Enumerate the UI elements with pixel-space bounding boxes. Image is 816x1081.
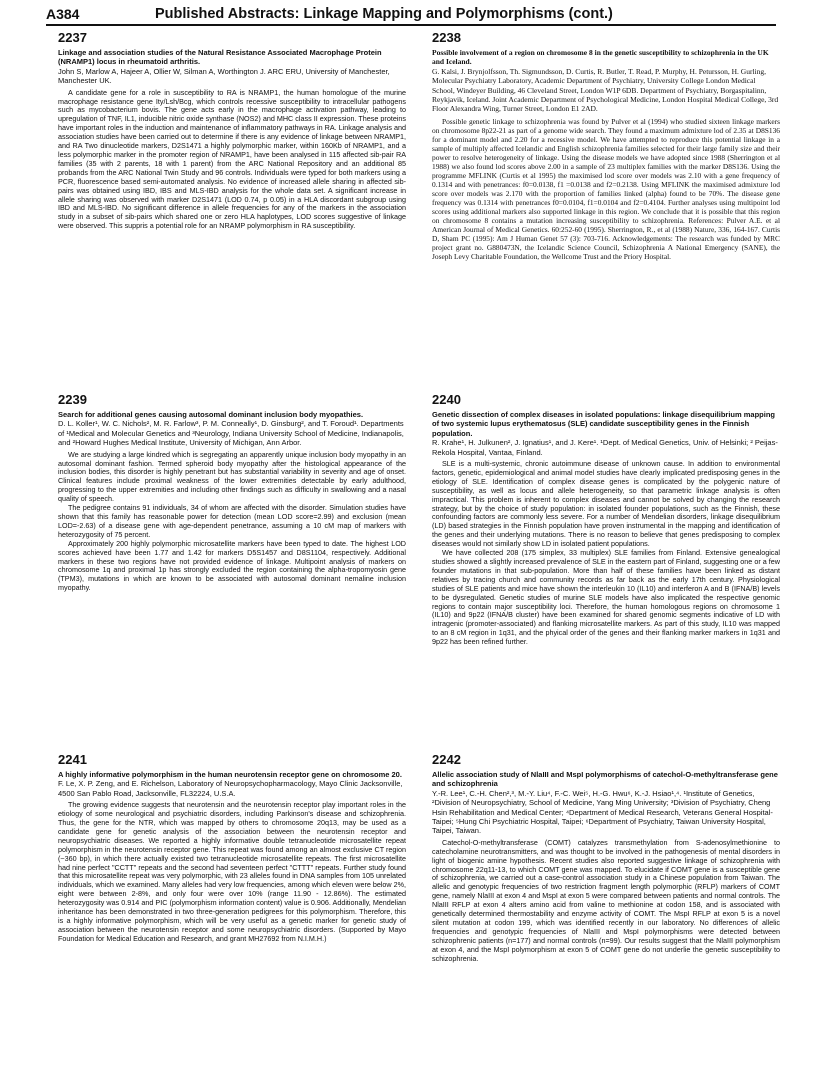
abstract-body	[58, 801, 406, 944]
abstract-number: 2237	[58, 30, 87, 45]
abstract-number: 2239	[58, 392, 87, 407]
abstract-paragraph: SLE is a multi-systemic, chronic autoimmune disease of unknown cause. In addition to environmental factors, genetic, epidemiological and animal model studies have clearly implicated predisposing genes in the etiology of SLE. Identification of complex disease genes is complicated by the polygenic nature of susceptibility, as well as locus and allele heterogeneity, so that parametric linkage analysis is often impractical. This problem is inherent to complex diseases and cannot be solved by changing the research strategy, but by the choice of study population: in isolated founder populations, such as the Finnish, these confounding factors are commonly less severe. For a number of Mendelian disorders, linkage disequilibrium (LD) based strategies in the Finnish population have proven instrumental in the mapping and identification of the genes and their underlying mutations. There is no reason to believe that genes predisposing to complex diseases would not similarly show LD in isolated patient populations.	[432, 459, 780, 549]
abstract-title: Possible involvement of a region on chromosome 8 in the genetic susceptibility to schizophrenia in the UK and Iceland.	[432, 48, 769, 67]
header-rule	[46, 24, 776, 26]
abstract-title: Genetic dissection of complex diseases in isolated populations: linkage disequilibrium mapping of two systemic lupus erythematosus (SLE) candidate susceptibility genes in the Finnish population.	[432, 410, 775, 438]
abstract-body	[58, 89, 406, 232]
abstract-body	[58, 451, 406, 594]
abstract-title: Search for additional genes causing autosomal dominant inclusion body myopathies.	[58, 410, 364, 419]
abstract-paragraph: Possible genetic linkage to schizophrenia was found by Pulver et al (1994) who studied sixteen linkage markers on chromosome 8p22-21 as part of a genome wide search. They found a maximum admixture lod of 2.35 at D8S136 for a dominant model and 2.20 for a recessive model. We have attempted to reproduce this potential linkage in a sample of multiply affected Icelandic and English schizophrenia families selected for their large family size and their power to resolve heterogeneity of linkage. Using the disease models we have adopted since 1988 (Sherrington et al 1988) we also found lod scores above 2.00 in a sample of 23 multiplex families with the marker D8S136. Using the programme MFLINK (Curtis et al 1995) the maximised lod score over models was 2.10 with a gene frequency of 0.1314 and with penetrances: f0=0.0138, f1 =0.0138 and f2=0.2138. Using MFLINK the maximised admixture lod score over models was 2.170 with the proportion of families linked (alpha) found to be 70%. The disease gene frequency was 0.1314 with penetrances f0=0.0104, f1=0.0104 and f2=0.4104. Further analyses using multipoint lod scores using additional markers also supported linkage in this region. We conclude that it is possible that this region on chromosome 8 contains a mutation increasing susceptibility to schizophrenia. References: Pulver A.E. et al American Journal of Medical Genetics. 60:252-60 (1995). Sherrington, R., et al (1988) Nature, 336, 164-167. Curtis D, Sham PC (1995): Am J Human Genet 57 (3): 703-716. Acknowledgements: The research was funded by MRC project grant no. G880473N, the Icelandic Science Council, Schizophrenia A National Emergency (SANE), the Joseph Levy Charitable Foundation, the Wellcome Trust and the Priory Hospital.	[432, 116, 780, 261]
abstract-title: Linkage and association studies of the Natural Resistance Associated Macrophage Protein (NRAMP1) locus in rheumatoid arthritis.	[58, 48, 382, 67]
abstract-body	[432, 460, 780, 647]
abstract-paragraph: The pedigree contains 91 individuals, 34 of whom are affected with the disorder. Simulation studies have shown that this family has reasonable power for detection (mean LOD score=2.99) and exclusion (mean LOD=-2.63) of a disease gene with age-dependent penetrance, assuming a 10 cM map of markers with heterozygosity of 75 percent.	[58, 503, 406, 539]
abstract-paragraph: The growing evidence suggests that neurotensin and the neurotensin receptor play important roles in the etiology of some neurological and psychiatric disorders, including Parkinson's disease and schizophrenia. Thus, the gene for the NTR, which was mapped by others to chromosome 20q13, may be used as a candidate gene for genetic analysis of the association between the neurotensin receptor and neuropsychiatric diseases. We reported a highly informative double tetranucleotide microsatellite repeat polymorphism in the neurotensin receptor gene. This repeat was found among an almost exclusive CT region (~360 bp), in which there actually existed two tetranucleotide microsatellite repeats. The first microsatellite had nine perfect "CCTT" repeats and the second had seventeen perfect "CTTT" repeats. Further study found that this microsatellite repeat was very polymorphic, with 23 alleles found in DNA samples from 105 unrelated individuals, which we examined. Many alleles had very low frequencies, among which eleven were below 2%, eight were between 2-8%, and only four were over 10% (range 11.90 - 12.86%). The estimated heterozygosity was 0.914 and PIC (polymorphism information content) value is 0.906. Additionally, Mendelian inheritance has been demonstrated in two three-generation pedigrees for this polymorphism. Therefore, this is a highly informative polymorphism, which will be very useful as a genetic marker for genetic study of association between the neurotensin receptor and some neuropsychiatric disorders. (Supported by Mayo Foundation for Medical Education and Research, and grant MH27692 from N.I.M.H.)	[58, 800, 406, 943]
abstract-authors: John S, Marlow A, Hajeer A, Ollier W, Silman A, Worthington J. ARC ERU, University of Manchester, Manchester UK.	[58, 66, 390, 86]
abstract-2238	[432, 30, 780, 390]
abstract-2237	[58, 30, 406, 330]
abstract-number: 2238	[432, 30, 461, 45]
abstract-authors: R. Krahe¹, H. Julkunen², J. Ignatius¹, and J. Kere¹. ¹Dept. of Medical Genetics, Univ. of Helsinki; ² Peijas-Rekola Hospital, Vantaa, Finland.	[432, 438, 778, 457]
page-title: Published Abstracts: Linkage Mapping and Polymorphisms (cont.)	[155, 6, 613, 22]
page-number: A384	[46, 6, 80, 22]
abstract-paragraph: Catechol-O-methyltransferase (COMT) catalyzes transmethylation from S-adenosylmethionine to catecholamine neurotransmitters, and was thought to be involved in the pathogenesis of mental disorders in light of biogenic amine hypothesis. Recent studies also reported suggestive linkage of schizophrenia with chromosome 22q11-13, to which COMT gene was mapped. To elucidate if COMT gene is a susceptible gene of schizophrenia, we carried out a case-control association study in a Chinese population from Taiwan. The allelic and genotypic frequencies of two restriction fragment length polymorphic (RFLP) markers of COMT gene, namely NlaIII at exon 4 and MspI at exon 5 were compared between patients and normal controls. The NlaIII RFLP at exon 4 alters amino acid from valine to methionine at codon 158, and is associated with genetically determined thermostability and enzyme activity of COMT. The MspI RFLP at exon 5 is a novel silent mutation at codon 199, which was identified recently in our laboratory. No differences of allelic frequencies and genotypic frequencies of NlaIII and MspI polymorphisms were detected between schizophrenic patients (n=177) and normal controls (n=99). Our results suggest that the NlaIII polymorphism at exon 4, and the MspI polymorphism at exon 5 of COMT gene do not underlie the genetic susceptibility to schizophrenia.	[432, 837, 780, 963]
abstract-authors: D. L. Koller¹, W. C. Nichols², M. R. Farlow³, P. M. Conneally¹, D. Ginsburg², and T. Foroud¹. Departments of ¹Medical and Molecular Genetics and ³Neurology, Indiana University School of Medicine, Indianapolis, and ²Howard Hughes Medical Institute, University of Michigan, Ann Arbor.	[58, 419, 404, 448]
abstract-paragraph: We have collected 208 (175 simplex, 33 multiplex) SLE families from Finland. Extensive genealogical studies showed a slightly increased prevalence of SLE in the eastern part of Finland, suggesting one or a few founder mutations in that sub-population. More than half of these families have been linked as distant relatives by tracing church and community records as far back as the early 17th century. Physiological studies of SLE patients and mice have shown the interleukin 10 (IL10) and interferon A and B (IFNA/B) levels to be dysregulated. Genetic studies of murine SLE models have also implicated the respective genomic regions to contain major susceptibility loci. Therefore, the human homologous regions on chromosome 1 (IL10) and 9p22 (IFNA/B cluster) have been examined for shared genomic segments indicative of LD with intragenic (promoter-associated) and flanking microsatellite markers. As part of this study, IL10 was mapped to an 8 cM region in 1q31, and the phyical order of the genes and their flanking marker markers in 1q31 and 9p22 has been refined further.	[432, 548, 780, 647]
page-header	[46, 6, 776, 26]
abstract-paragraph: Approximately 200 highly polymorphic microsatellite markers have been typed to date. The highest LOD scores achieved have been 1.77 and 1.42 for markers D5S1457 and D8S1104, respectively. Additional markers in these two regions have not provided evidence of linkage. Multipoint analysis of markers on chromosome 1q and proximal 1p has strongly excluded the region containing the alpha-tropomyosin gene (TPM3), mutations in which are known to be associated with autosomal dominant nemaline inclusion myopathy.	[58, 538, 406, 593]
abstract-body	[432, 839, 780, 964]
abstract-title: Allelic association study of NlaIII and MspI polymorphisms of catechol-O-methyltransferase gene and schizophrenia	[432, 770, 778, 789]
abstract-2242	[432, 752, 780, 1068]
abstract-number: 2240	[432, 392, 461, 407]
abstract-authors: G. Kalsi, J. Brynjolfsson, Th. Sigmundsson, D. Curtis, R. Butler, T. Read, P. Murphy, H. Petursson, H. Gurling, Molecular Psychiatry Laboratory, Academic Department of Psychiatry, University College London Medical School, Windeyer Building, 46 Cleveland Street, London W1P 6DB. Department of Psychiatry, Borgaspitalinn, Reykjavik, Iceland. Joint Academic Department of Psychological Medicine, London Hospital Medical College, 3rd Floor Alexandra Wing, Turner Street, London E1 2AD.	[432, 66, 779, 114]
abstract-authors: Y.-R. Lee¹, C.-H. Chen²,³, M.-Y. Liu⁴, F.-C. Wei⁵, H.-G. Hwu⁶, K.-J. Hsiao¹,⁴. ¹Institute of Genetics, ²Division of Neuropsychiatry, School of Medicine, Yang Ming University; ³Division of Psychiatry, Cheng Hsin Rehabilitation and Medical Center; ⁴Department of Medical Research, Veterans General Hospital-Taipei; ⁵Hung Chi Psychiatric Hospital, Taipei; ⁶Department of Psychiatry, Taiwan University Hospital, Taipei, Taiwan.	[432, 788, 773, 836]
abstract-authors: F. Le, X. P. Zeng, and E. Richelson, Laboratory of Neuropsychopharmacology, Mayo Clinic Jacksonville, 4500 San Pablo Road, Jacksonville, FL32224, U.S.A.	[58, 779, 403, 798]
abstract-title: A highly informative polymorphism in the human neurotensin receptor gene on chromosome 20.	[58, 770, 402, 779]
abstract-2239	[58, 392, 406, 632]
abstract-number: 2242	[432, 752, 461, 767]
abstract-2240	[432, 392, 780, 732]
abstract-body	[432, 117, 780, 261]
abstract-paragraph: A candidate gene for a role in susceptibility to RA is NRAMP1, the human homologue of the murine macrophage resistance gene Ity/Lsh/Bcg, which controls recessive susceptibility to intracellular pathogens such as mycobacterium bovis. The gene acts early in the macrophage activation pathway, leading to upregulation of TNF, IL1, inducible nitric oxide synthase (NOS2) and MHC class II expression. These proteins have important roles in the induction and maintenance of inflammatory pathways in RA. Linkage analysis and association studies have been carried out to determine if there is any evidence of linkage between NRAMP1, and RA Two dinucleotide markers, D2S1471 a highly polymorphic marker, within 160Kb of NRAMP1, and a less polymorphic marker in the promoter region of NRAMP1, have been analysed in 115 affected sib-pair RA families (35 with 2 parents, 18 with 1 parent) from the ARC National Repository and an additional 85 probands from the ARC National Twin Study and 96 controls. Individuals were typed for both markers using a PCR, fluorescence based semi-automated analysis. No evidence of increased allele sharing in affected sib-pairs was obtained using IBD, IBS and MLS-IBD analysis for the whole data set. A significant increase in allele sharing was observed with marker D2S1471 (LOD 0.74, p 0.05) in a HLA discordant subgroup using IBD and MLS-IBD. No significant difference in allele frequencies for any of the markers in the association study in a subset of sib-pairs which shared one or zero HLA haplotypes, LOD scores suggestive of linkage were observed. This suppris a potential role for an NRAMP polymorphism in RA susceptibility.	[58, 87, 406, 231]
abstract-number: 2241	[58, 752, 87, 767]
abstract-2241	[58, 752, 406, 1068]
abstract-paragraph: We are studying a large kindred which is segregating an apparently unique inclusion body myopathy in an autosomal dominant fashion. Termed spheroid body myopathy after the histological appearance of the inclusion bodies, this disorder is highly penetrant but has substantial variability in severity and age of onset. Clinical features include proximal weakness of the lower extremities detectable by early adulthood, progressing to the upper extremities and including other findings such as difficulty in swallowing and a nasal quality of speech.	[58, 449, 406, 504]
